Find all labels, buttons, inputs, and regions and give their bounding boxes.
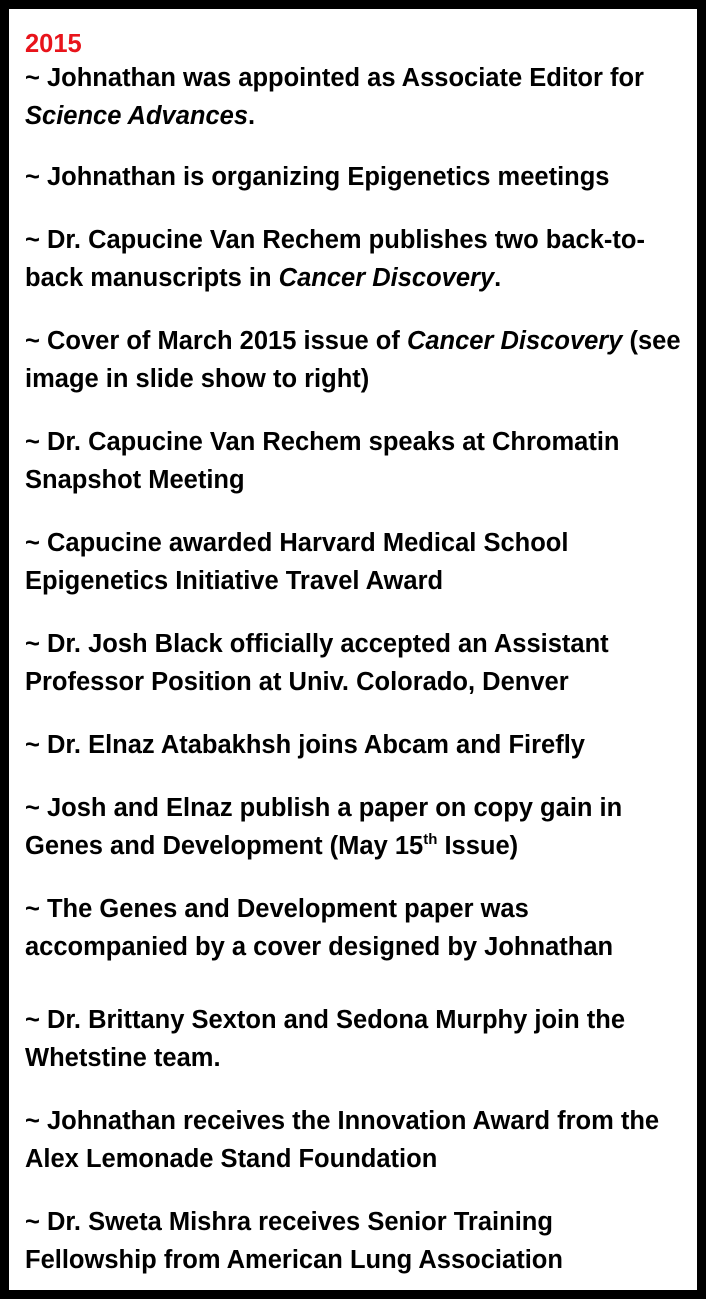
news-item-epigenetics-meetings: [25, 158, 685, 196]
news-item-cover-design: [25, 890, 685, 966]
ordinal-suffix: th: [423, 831, 438, 848]
news-text: ~ The Genes and Development paper was accompanied by a cover designed by Johnathan: [25, 895, 614, 961]
journal-name: Cancer Discovery: [406, 327, 623, 355]
news-item-assistant-professor: [25, 625, 685, 701]
news-text: (see image in slide show to right): [25, 327, 681, 393]
news-item-fellowship: [25, 1203, 685, 1279]
news-item-cover-march: [25, 322, 685, 398]
news-text: ~ Cover of March 2015 issue of: [25, 327, 407, 355]
news-text: ~ Dr. Capucine Van Rechem publishes two back-to-back manuscripts in: [25, 226, 645, 292]
journal-name: Cancer Discovery: [278, 264, 495, 292]
news-text: ~ Dr. Sweta Mishra receives Senior Training Fellowship from American Lung Association: [25, 1208, 563, 1274]
news-item-chromatin-snapshot: [25, 423, 685, 499]
news-text: ~ Josh and Elnaz publish a paper on copy gain in Genes and Development (May 15: [25, 794, 623, 860]
news-item-abcam-firefly: [25, 726, 685, 764]
journal-name: Science Advances: [25, 102, 249, 130]
news-text: ~ Dr. Capucine Van Rechem speaks at Chromatin Snapshot Meeting: [25, 428, 620, 494]
news-item-cancer-discovery-manuscripts: [25, 221, 685, 297]
news-item-associate-editor: [25, 59, 685, 135]
news-text: .: [248, 102, 256, 130]
news-text: Issue): [437, 832, 519, 860]
news-text: ~ Johnathan receives the Innovation Award from the Alex Lemonade Stand Foundation: [25, 1107, 660, 1173]
news-content: [25, 29, 685, 1279]
news-text: ~ Dr. Brittany Sexton and Sedona Murphy join the Whetstine team.: [25, 1006, 626, 1072]
news-item-copy-gain-paper: [25, 789, 685, 865]
news-text: ~ Johnathan was appointed as Associate Editor for: [25, 64, 644, 92]
news-text: ~ Dr. Josh Black officially accepted an Assistant Professor Position at Univ. Colorado, Denver: [25, 630, 609, 696]
news-text: ~ Capucine awarded Harvard Medical School Epigenetics Initiative Travel Award: [25, 529, 569, 595]
news-item-innovation-award: [25, 1102, 685, 1178]
news-item-travel-award: [25, 524, 685, 600]
news-item-new-team-members: [25, 1001, 685, 1077]
news-text: ~ Dr. Elnaz Atabakhsh joins Abcam and Firefly: [25, 731, 585, 759]
news-text: .: [494, 264, 502, 292]
year-heading: 2015: [25, 30, 82, 58]
news-text: ~ Johnathan is organizing Epigenetics meetings: [25, 163, 610, 191]
